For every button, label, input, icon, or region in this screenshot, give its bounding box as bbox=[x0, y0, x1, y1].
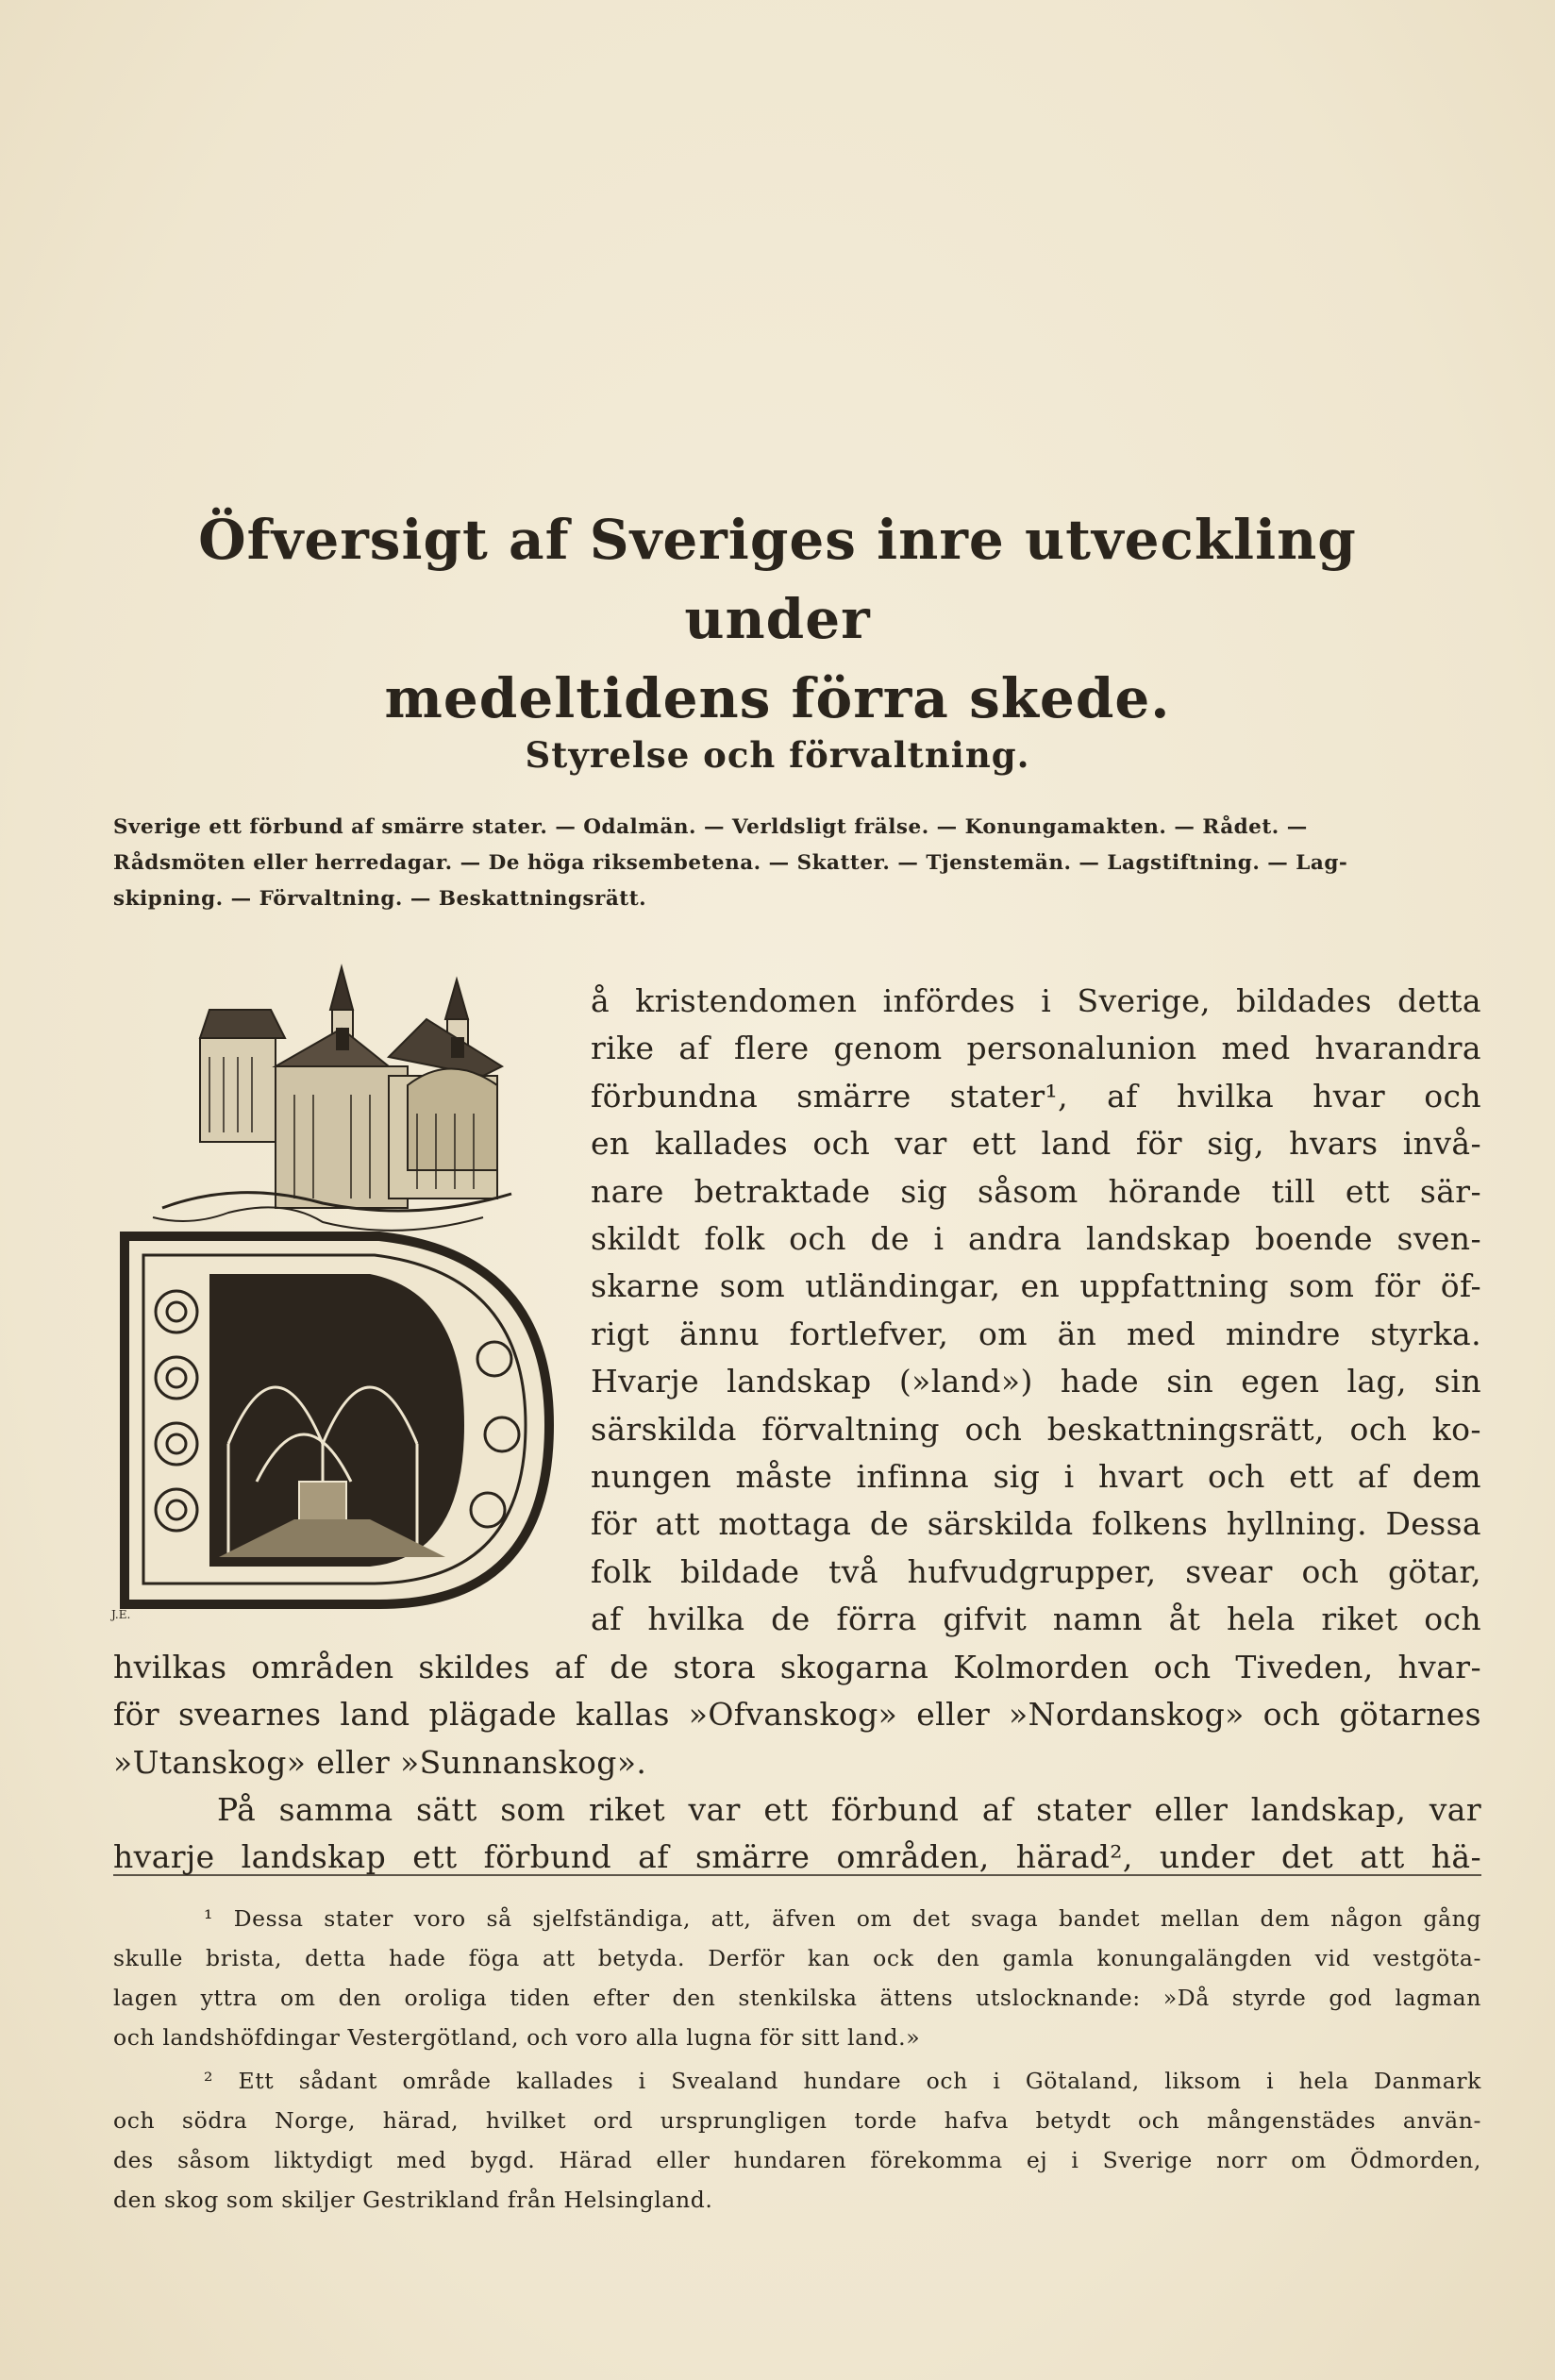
text-line: hvarje landskap ett förbund af smärre områden, härad², under det att hä- bbox=[113, 1838, 1481, 1876]
text-line: Hvarje landskap (»land») hade sin egen lag, sin bbox=[591, 1363, 1481, 1400]
paragraph-1-continued bbox=[113, 1644, 1481, 1786]
footnote-line: des såsom liktydigt med bygd. Härad eller hundaren förekomma ej i Sverige norr om Ödmorden, bbox=[113, 2147, 1481, 2173]
title-line-1: Öfversigt af Sveriges inre utveckling under bbox=[198, 508, 1357, 651]
summary-line: Rådsmöten eller herredagar. — De höga riksembetena. — Skatter. — Tjenstemän. — Lagstiftning. — Lag- bbox=[113, 851, 1348, 875]
summary-line: skipning. — Förvaltning. — Beskattningsrätt. bbox=[113, 887, 647, 911]
drop-cap-illustration bbox=[106, 953, 577, 1614]
text-line: rike af flere genom personalunion med hvarandra bbox=[591, 1030, 1481, 1067]
footnote-line: ¹ Dessa stater voro så sjelfständiga, att, äfven om det svaga bandet mellan dem någon gång bbox=[204, 1905, 1481, 1932]
footnote-2 bbox=[113, 2061, 1481, 2220]
text-line: nungen måste infinna sig i hvart och ett af dem bbox=[591, 1457, 1481, 1495]
drop-cap-letter: D bbox=[345, 1444, 347, 1445]
text-line: På samma sätt som riket var ett förbund af stater eller landskap, var bbox=[217, 1791, 1481, 1828]
text-line: för svearnes land plägade kallas »Ofvanskog» eller »Nordanskog» och götarnes bbox=[113, 1696, 1481, 1734]
church-illustration bbox=[153, 967, 511, 1231]
text-line: å kristendomen infördes i Sverige, bildades detta bbox=[591, 982, 1481, 1019]
text-line: hvilkas områden skildes af de stora skogarna Kolmorden och Tiveden, hvar- bbox=[113, 1649, 1481, 1685]
chapter-summary bbox=[113, 810, 1481, 917]
footnote-line: och södra Norge, härad, hvilket ord ursprungligen torde hafva betydt och mångenstädes använ- bbox=[113, 2107, 1481, 2134]
footnote-1 bbox=[113, 1899, 1481, 2057]
paragraph-2 bbox=[113, 1786, 1481, 1882]
footnote-line: ² Ett sådant område kallades i Svealand hundare och i Götaland, liksom i hela Danmark bbox=[204, 2068, 1481, 2094]
letter-d-frame bbox=[125, 1236, 549, 1604]
footnote-line: lagen yttra om den oroliga tiden efter den stenkilska ättens utslocknande: »Då styrde god lagman bbox=[113, 1985, 1481, 2011]
footnote-line: och landshöfdingar Vestergötland, och voro alla lugna för sitt land.» bbox=[113, 2024, 921, 2051]
text-line: för att mottaga de särskilda folkens hyllning. Dessa bbox=[591, 1505, 1481, 1543]
summary-line: Sverige ett förbund af smärre stater. — Odalmän. — Verldsligt frälse. — Konungamakten. — Rådet. — bbox=[113, 815, 1308, 839]
text-line: särskilda förvaltning och beskattningsrätt, och ko- bbox=[591, 1410, 1481, 1448]
footnote-rule bbox=[113, 1873, 1481, 1877]
text-line: »Utanskog» eller »Sunnanskog». bbox=[113, 1743, 647, 1781]
artist-mark: J.E. bbox=[111, 1608, 131, 1621]
footnote-line: skulle brista, detta hade föga att betyda. Derför kan ock den gamla konungalängden vid vestgöta- bbox=[113, 1945, 1481, 1971]
paragraph-1-wrapped bbox=[591, 978, 1481, 1643]
text-line: af hvilka de förra gifvit namn åt hela riket och bbox=[591, 1601, 1481, 1638]
section-subtitle: Styrelse och förvaltning. bbox=[525, 734, 1030, 776]
footnote-line: den skog som skiljer Gestrikland från Helsingland. bbox=[113, 2187, 713, 2213]
text-line: rigt ännu fortlefver, om än med mindre styrka. bbox=[591, 1315, 1481, 1352]
title-line-2: medeltidens förra skede. bbox=[384, 666, 1171, 730]
text-line: nare betraktade sig såsom hörande till ett sär- bbox=[591, 1172, 1481, 1210]
text-line: skildt folk och de i andra landskap boende sven- bbox=[591, 1219, 1481, 1257]
text-line: folk bildade två hufvudgrupper, svear och götar, bbox=[591, 1552, 1481, 1590]
text-line: en kallades och var ett land för sig, hvars invå- bbox=[591, 1125, 1481, 1163]
page-title bbox=[113, 500, 1442, 738]
text-line: skarne som utländingar, en uppfattning som för öf- bbox=[591, 1267, 1481, 1305]
text-line: förbundna smärre stater¹, af hvilka hvar och bbox=[591, 1077, 1481, 1115]
